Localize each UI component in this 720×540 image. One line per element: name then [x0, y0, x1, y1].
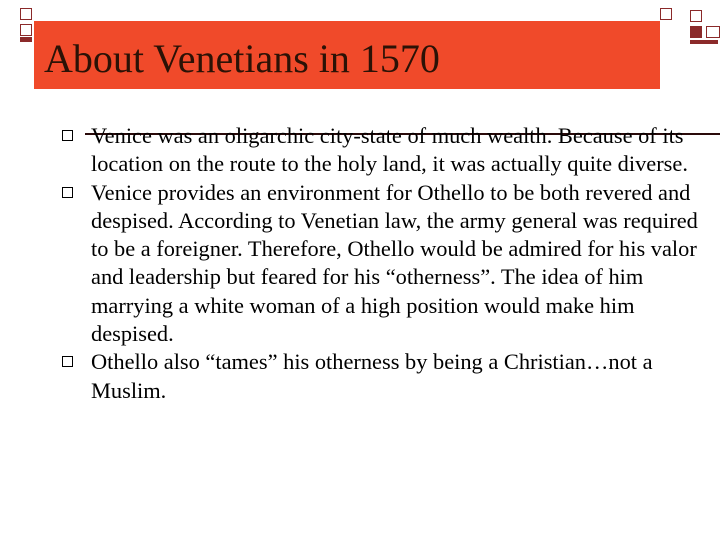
decorative-square-icon	[706, 26, 720, 38]
decorative-bar-icon	[690, 40, 718, 44]
list-item	[58, 348, 708, 405]
list-item	[58, 179, 708, 349]
hollow-square-bullet-icon	[62, 356, 73, 367]
bullet-list	[58, 122, 708, 405]
title-bar	[34, 21, 660, 89]
decorative-square-icon	[690, 26, 702, 38]
list-item	[58, 122, 708, 179]
bullet-text: Venice provides an environment for Othello to be both revered and despised. According to Venetian law, the army general was required to be a foreigner. Therefore, Othello would be admired for his valor and leadership but feared for his “otherness”. The idea of him marrying a white woman of a high position would make him despised.	[91, 179, 698, 347]
hollow-square-bullet-icon	[62, 187, 73, 198]
bullet-text: Venice was an oligarchic city-state of much wealth. Because of its location on the route to the holy land, it was actually quite diverse.	[91, 123, 688, 177]
decorative-bar-icon	[20, 37, 32, 42]
decorative-square-icon	[20, 24, 32, 36]
hollow-square-bullet-icon	[62, 130, 73, 141]
slide-title: About Venetians in 1570	[44, 36, 440, 81]
decorative-square-icon	[20, 8, 32, 20]
bullet-text: Othello also “tames” his otherness by being a Christian…not a Muslim.	[91, 349, 653, 403]
decorative-square-icon	[690, 10, 702, 22]
decorative-square-icon	[660, 8, 672, 20]
